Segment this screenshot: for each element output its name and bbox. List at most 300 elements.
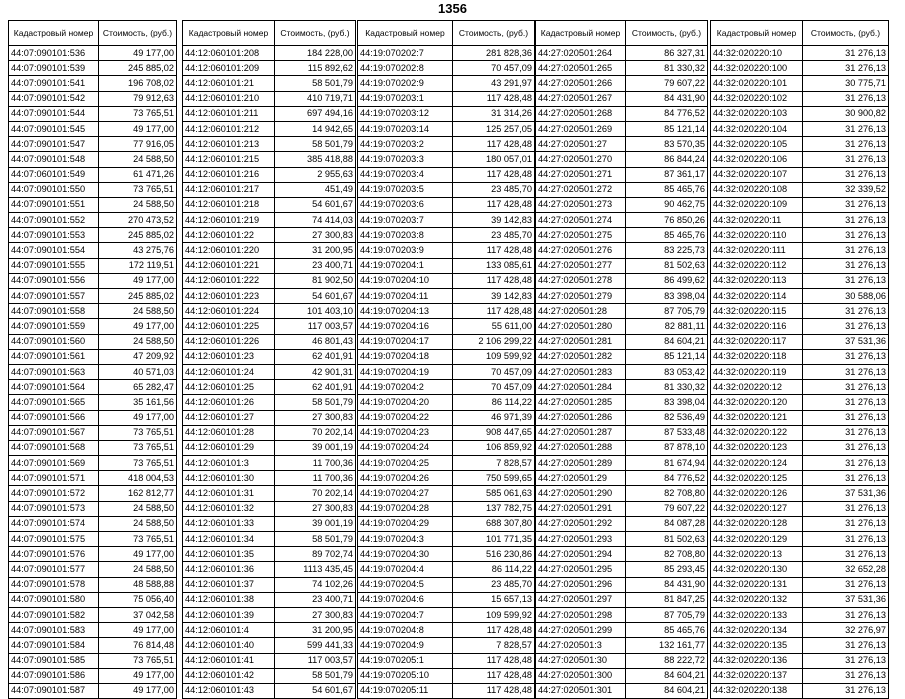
table-row <box>711 607 889 622</box>
cost-cell: 81 674,94 <box>626 456 708 471</box>
cadastral-number-cell: 44:32:020220:135 <box>711 638 803 653</box>
cost-cell: 24 588,50 <box>99 304 177 319</box>
cost-cell: 31 276,13 <box>803 91 889 106</box>
cadastral-number-cell: 44:19:070204:17 <box>358 334 453 349</box>
cost-cell: 37 531,36 <box>803 486 889 501</box>
table-row <box>536 228 708 243</box>
cadastral-number-cell: 44:12:060101:225 <box>183 319 275 334</box>
table-row <box>358 76 535 91</box>
table-header-row <box>358 21 535 46</box>
cost-cell: 101 403,10 <box>275 304 356 319</box>
cadastral-number-cell: 44:07:090101:558 <box>9 304 99 319</box>
cadastral-number-cell: 44:19:070204:23 <box>358 425 453 440</box>
table-row <box>536 121 708 136</box>
table-row <box>711 273 889 288</box>
table-row <box>358 106 535 121</box>
cadastral-number-cell: 44:27:020501:299 <box>536 623 626 638</box>
table-row <box>183 410 356 425</box>
cost-cell: 85 465,76 <box>626 623 708 638</box>
cost-cell: 31 314,26 <box>453 106 535 121</box>
cadastral-number-cell: 44:07:090101:568 <box>9 440 99 455</box>
cost-cell: 84 087,28 <box>626 516 708 531</box>
table-row <box>536 137 708 152</box>
cadastral-number-cell: 44:12:060101:40 <box>183 638 275 653</box>
cadastral-number-cell: 44:12:060101:42 <box>183 668 275 683</box>
table-row <box>358 182 535 197</box>
cadastral-number-cell: 44:19:070204:13 <box>358 304 453 319</box>
cost-cell: 385 418,88 <box>275 152 356 167</box>
cost-cell: 73 765,51 <box>99 456 177 471</box>
cadastral-number-cell: 44:07:090101:536 <box>9 46 99 61</box>
cadastral-number-cell: 44:27:020501:30 <box>536 653 626 668</box>
cadastral-number-cell: 44:27:020501:291 <box>536 501 626 516</box>
cadastral-number-cell: 44:07:090101:585 <box>9 653 99 668</box>
table-row <box>536 46 708 61</box>
cost-cell: 84 776,52 <box>626 471 708 486</box>
cost-cell: 49 177,00 <box>99 121 177 136</box>
cadastral-number-cell: 44:32:020220:133 <box>711 607 803 622</box>
cost-cell: 73 765,51 <box>99 440 177 455</box>
cost-cell: 24 588,50 <box>99 197 177 212</box>
cost-cell: 196 708,02 <box>99 76 177 91</box>
cost-cell: 85 121,14 <box>626 349 708 364</box>
table-row <box>711 334 889 349</box>
table-row <box>9 410 177 425</box>
table-row <box>183 334 356 349</box>
cadastral-number-cell: 44:12:060101:218 <box>183 197 275 212</box>
table-row <box>711 61 889 76</box>
cost-cell: 31 276,13 <box>803 304 889 319</box>
cadastral-number-cell: 44:19:070204:9 <box>358 638 453 653</box>
cadastral-number-cell: 44:07:090101:554 <box>9 243 99 258</box>
table-row <box>358 380 535 395</box>
cost-cell: 31 200,95 <box>275 623 356 638</box>
table-header-row <box>711 21 889 46</box>
cadastral-number-cell: 44:27:020501:293 <box>536 532 626 547</box>
table-row <box>9 653 177 668</box>
cadastral-number-cell: 44:19:070203:14 <box>358 121 453 136</box>
cadastral-number-cell: 44:12:060101:220 <box>183 243 275 258</box>
table-row <box>358 607 535 622</box>
cost-cell: 39 142,83 <box>453 213 535 228</box>
cost-cell: 48 588,88 <box>99 577 177 592</box>
cost-cell: 84 604,21 <box>626 668 708 683</box>
table-row <box>9 516 177 531</box>
cadastral-number-cell: 44:19:070202:7 <box>358 46 453 61</box>
table-row <box>9 228 177 243</box>
table-row <box>183 364 356 379</box>
cost-cell: 39 001,19 <box>275 440 356 455</box>
table-row <box>358 577 535 592</box>
cadastral-number-cell: 44:27:020501:266 <box>536 76 626 91</box>
cost-cell: 79 607,22 <box>626 76 708 91</box>
cadastral-number-cell: 44:07:090101:563 <box>9 364 99 379</box>
table-row <box>9 243 177 258</box>
cadastral-number-cell: 44:07:090101:544 <box>9 106 99 121</box>
cost-cell: 83 398,04 <box>626 289 708 304</box>
cadastral-number-cell: 44:12:060101:29 <box>183 440 275 455</box>
cost-cell: 451,49 <box>275 182 356 197</box>
cost-cell: 410 719,71 <box>275 91 356 106</box>
cadastral-number-cell: 44:12:060101:226 <box>183 334 275 349</box>
table-row <box>183 547 356 562</box>
cadastral-number-cell: 44:12:060101:3 <box>183 456 275 471</box>
table-row <box>711 683 889 698</box>
cost-cell: 117 428,48 <box>453 273 535 288</box>
cadastral-number-cell: 44:07:090101:542 <box>9 91 99 106</box>
cadastral-number-cell: 44:12:060101:210 <box>183 91 275 106</box>
cost-cell: 58 501,79 <box>275 395 356 410</box>
cost-cell: 24 588,50 <box>99 562 177 577</box>
cost-cell: 908 447,65 <box>453 425 535 440</box>
cadastral-number-cell: 44:32:020220:122 <box>711 425 803 440</box>
cost-cell: 85 465,76 <box>626 182 708 197</box>
cost-cell: 15 657,13 <box>453 592 535 607</box>
table-row <box>9 440 177 455</box>
table-row <box>183 76 356 91</box>
table-row <box>711 121 889 136</box>
cadastral-number-cell: 44:32:020220:116 <box>711 319 803 334</box>
cadastral-number-cell: 44:32:020220:124 <box>711 456 803 471</box>
cost-cell: 82 536,49 <box>626 410 708 425</box>
cadastral-number-cell: 44:27:020501:269 <box>536 121 626 136</box>
table-row <box>711 167 889 182</box>
table-row <box>711 410 889 425</box>
table-row <box>9 197 177 212</box>
cadastral-number-cell: 44:32:020220:13 <box>711 547 803 562</box>
cadastral-number-cell: 44:07:090101:564 <box>9 380 99 395</box>
cadastral-number-cell: 44:27:020501:277 <box>536 258 626 273</box>
cadastral-number-cell: 44:27:020501:301 <box>536 683 626 698</box>
cadastral-number-cell: 44:27:020501:271 <box>536 167 626 182</box>
cost-cell: 31 276,13 <box>803 137 889 152</box>
cadastral-number-cell: 44:32:020220:119 <box>711 364 803 379</box>
cadastral-number-cell: 44:27:020501:298 <box>536 607 626 622</box>
table-row <box>711 91 889 106</box>
cadastral-number-cell: 44:12:060101:22 <box>183 228 275 243</box>
table-row <box>358 425 535 440</box>
cadastral-number-cell: 44:19:070203:6 <box>358 197 453 212</box>
cost-cell: 2 106 299,22 <box>453 334 535 349</box>
cost-cell: 31 276,13 <box>803 532 889 547</box>
table-row <box>183 289 356 304</box>
cost-cell: 31 276,13 <box>803 197 889 212</box>
cost-cell: 31 276,13 <box>803 243 889 258</box>
cost-cell: 750 599,65 <box>453 471 535 486</box>
table-row <box>358 638 535 653</box>
cost-cell: 162 812,77 <box>99 486 177 501</box>
table-row <box>183 121 356 136</box>
cadastral-number-cell: 44:27:020501:265 <box>536 61 626 76</box>
cadastral-number-cell: 44:12:060101:30 <box>183 471 275 486</box>
table-row <box>9 486 177 501</box>
table-row <box>358 61 535 76</box>
cadastral-number-cell: 44:27:020501:29 <box>536 471 626 486</box>
cost-cell: 54 601,67 <box>275 683 356 698</box>
table-row <box>711 395 889 410</box>
table-row <box>9 577 177 592</box>
cost-cell: 11 700,36 <box>275 471 356 486</box>
cadastral-number-cell: 44:07:090101:578 <box>9 577 99 592</box>
table-row <box>183 456 356 471</box>
cost-cell: 37 531,36 <box>803 592 889 607</box>
cadastral-number-cell: 44:32:020220:108 <box>711 182 803 197</box>
cadastral-number-cell: 44:32:020220:109 <box>711 197 803 212</box>
cadastral-number-cell: 44:27:020501:27 <box>536 137 626 152</box>
cadastral-number-cell: 44:07:090101:559 <box>9 319 99 334</box>
cadastral-number-cell: 44:07:060101:549 <box>9 167 99 182</box>
cadastral-number-cell: 44:32:020220:120 <box>711 395 803 410</box>
cost-cell: 31 276,13 <box>803 213 889 228</box>
cadastral-number-cell: 44:19:070202:9 <box>358 76 453 91</box>
cadastral-number-cell: 44:07:090101:560 <box>9 334 99 349</box>
table-row <box>536 638 708 653</box>
table-row <box>536 501 708 516</box>
cost-cell: 81 502,63 <box>626 532 708 547</box>
cadastral-table-4 <box>535 20 708 699</box>
table-header-row <box>536 21 708 46</box>
cost-cell: 31 276,13 <box>803 577 889 592</box>
table-row <box>358 46 535 61</box>
header-cost: Стоимость, (руб.) <box>275 21 356 46</box>
cadastral-number-cell: 44:27:020501:278 <box>536 273 626 288</box>
cadastral-number-cell: 44:19:070204:22 <box>358 410 453 425</box>
header-cost: Стоимость, (руб.) <box>626 21 708 46</box>
cadastral-number-cell: 44:07:090101:548 <box>9 152 99 167</box>
table-row <box>536 562 708 577</box>
cadastral-number-cell: 44:07:090101:556 <box>9 273 99 288</box>
cadastral-number-cell: 44:12:060101:21 <box>183 76 275 91</box>
cost-cell: 82 708,80 <box>626 486 708 501</box>
cost-cell: 85 293,45 <box>626 562 708 577</box>
table-row <box>9 683 177 698</box>
cost-cell: 7 828,57 <box>453 638 535 653</box>
header-cadastral-number: Кадастровый номер <box>358 21 453 46</box>
cost-cell: 31 276,13 <box>803 273 889 288</box>
cadastral-number-cell: 44:27:020501:264 <box>536 46 626 61</box>
cost-cell: 23 400,71 <box>275 592 356 607</box>
table-row <box>183 182 356 197</box>
table-row <box>358 304 535 319</box>
cost-cell: 27 300,83 <box>275 410 356 425</box>
cadastral-number-cell: 44:07:090101:587 <box>9 683 99 698</box>
cadastral-number-cell: 44:07:090101:561 <box>9 349 99 364</box>
table-row <box>183 197 356 212</box>
cadastral-number-cell: 44:07:090101:575 <box>9 532 99 547</box>
table-row <box>536 425 708 440</box>
table-row <box>9 547 177 562</box>
cost-cell: 31 276,13 <box>803 471 889 486</box>
cost-cell: 73 765,51 <box>99 653 177 668</box>
cadastral-number-cell: 44:07:090101:582 <box>9 607 99 622</box>
table-row <box>711 46 889 61</box>
cost-cell: 87 705,79 <box>626 304 708 319</box>
cost-cell: 83 398,04 <box>626 395 708 410</box>
cost-cell: 58 501,79 <box>275 76 356 91</box>
table-row <box>536 607 708 622</box>
cost-cell: 70 457,09 <box>453 61 535 76</box>
cost-cell: 32 339,52 <box>803 182 889 197</box>
cadastral-number-cell: 44:07:090101:557 <box>9 289 99 304</box>
cadastral-number-cell: 44:07:090101:566 <box>9 410 99 425</box>
cadastral-number-cell: 44:07:090101:553 <box>9 228 99 243</box>
cost-cell: 32 652,28 <box>803 562 889 577</box>
cost-cell: 281 828,36 <box>453 46 535 61</box>
table-row <box>711 440 889 455</box>
cost-cell: 84 431,90 <box>626 91 708 106</box>
cadastral-number-cell: 44:07:090101:577 <box>9 562 99 577</box>
cost-cell: 30 900,82 <box>803 106 889 121</box>
cadastral-number-cell: 44:32:020220:10 <box>711 46 803 61</box>
table-row <box>536 395 708 410</box>
table-row <box>536 319 708 334</box>
table-row <box>358 668 535 683</box>
cost-cell: 89 702,74 <box>275 547 356 562</box>
cost-cell: 87 361,17 <box>626 167 708 182</box>
table-row <box>536 349 708 364</box>
table-row <box>711 349 889 364</box>
cadastral-number-cell: 44:32:020220:100 <box>711 61 803 76</box>
table-row <box>711 152 889 167</box>
table-row <box>183 501 356 516</box>
cadastral-number-cell: 44:27:020501:3 <box>536 638 626 653</box>
table-row <box>9 532 177 547</box>
cost-cell: 117 428,48 <box>453 137 535 152</box>
cadastral-number-cell: 44:19:070204:5 <box>358 577 453 592</box>
cost-cell: 31 276,13 <box>803 167 889 182</box>
cadastral-number-cell: 44:12:060101:219 <box>183 213 275 228</box>
cost-cell: 125 257,05 <box>453 121 535 136</box>
cadastral-table-1 <box>8 20 177 699</box>
cadastral-number-cell: 44:12:060101:41 <box>183 653 275 668</box>
cadastral-number-cell: 44:19:070204:18 <box>358 349 453 364</box>
table-row <box>9 213 177 228</box>
table-row <box>9 425 177 440</box>
cost-cell: 75 056,40 <box>99 592 177 607</box>
cadastral-number-cell: 44:12:060101:216 <box>183 167 275 182</box>
cost-cell: 31 276,13 <box>803 683 889 698</box>
table-row <box>358 319 535 334</box>
table-row <box>536 668 708 683</box>
cost-cell: 62 401,91 <box>275 349 356 364</box>
cadastral-number-cell: 44:27:020501:287 <box>536 425 626 440</box>
cadastral-number-cell: 44:19:070204:11 <box>358 289 453 304</box>
cadastral-number-cell: 44:19:070204:20 <box>358 395 453 410</box>
table-row <box>9 562 177 577</box>
table-row <box>711 516 889 531</box>
cadastral-number-cell: 44:12:060101:37 <box>183 577 275 592</box>
cost-cell: 2 955,63 <box>275 167 356 182</box>
cost-cell: 73 765,51 <box>99 425 177 440</box>
cost-cell: 31 276,13 <box>803 349 889 364</box>
cost-cell: 43 291,97 <box>453 76 535 91</box>
cost-cell: 27 300,83 <box>275 501 356 516</box>
cost-cell: 31 276,13 <box>803 638 889 653</box>
cost-cell: 24 588,50 <box>99 501 177 516</box>
cost-cell: 86 114,22 <box>453 395 535 410</box>
cadastral-number-cell: 44:12:060101:28 <box>183 425 275 440</box>
cadastral-number-cell: 44:12:060101:213 <box>183 137 275 152</box>
cadastral-number-cell: 44:27:020501:300 <box>536 668 626 683</box>
table-row <box>536 471 708 486</box>
cadastral-number-cell: 44:07:090101:576 <box>9 547 99 562</box>
table-row <box>711 471 889 486</box>
cost-cell: 70 457,09 <box>453 380 535 395</box>
table-row <box>536 516 708 531</box>
cadastral-number-cell: 44:07:090101:565 <box>9 395 99 410</box>
table-row <box>9 607 177 622</box>
table-row <box>9 380 177 395</box>
cadastral-number-cell: 44:27:020501:267 <box>536 91 626 106</box>
cost-cell: 86 844,24 <box>626 152 708 167</box>
cost-cell: 31 276,13 <box>803 364 889 379</box>
cost-cell: 84 431,90 <box>626 577 708 592</box>
cadastral-number-cell: 44:32:020220:111 <box>711 243 803 258</box>
cadastral-number-cell: 44:27:020501:281 <box>536 334 626 349</box>
table-row <box>9 273 177 288</box>
cadastral-number-cell: 44:07:090101:574 <box>9 516 99 531</box>
cadastral-number-cell: 44:12:060101:33 <box>183 516 275 531</box>
cost-cell: 73 765,51 <box>99 182 177 197</box>
table-row <box>9 364 177 379</box>
cost-cell: 49 177,00 <box>99 273 177 288</box>
cost-cell: 245 885,02 <box>99 61 177 76</box>
cadastral-number-cell: 44:12:060101:222 <box>183 273 275 288</box>
table-row <box>711 182 889 197</box>
table-row <box>536 623 708 638</box>
table-row <box>536 364 708 379</box>
table-row <box>183 243 356 258</box>
table-row <box>358 532 535 547</box>
table-row <box>358 334 535 349</box>
cadastral-number-cell: 44:32:020220:132 <box>711 592 803 607</box>
header-cadastral-number: Кадастровый номер <box>711 21 803 46</box>
cost-cell: 65 282,47 <box>99 380 177 395</box>
cadastral-number-cell: 44:07:090101:541 <box>9 76 99 91</box>
table-row <box>536 106 708 121</box>
cadastral-number-cell: 44:27:020501:274 <box>536 213 626 228</box>
cost-cell: 81 330,32 <box>626 380 708 395</box>
table-row <box>183 638 356 653</box>
cadastral-number-cell: 44:32:020220:129 <box>711 532 803 547</box>
cost-cell: 31 276,13 <box>803 456 889 471</box>
cadastral-number-cell: 44:19:070204:24 <box>358 440 453 455</box>
cadastral-number-cell: 44:27:020501:297 <box>536 592 626 607</box>
table-row <box>9 46 177 61</box>
cadastral-number-cell: 44:32:020220:131 <box>711 577 803 592</box>
cost-cell: 43 275,76 <box>99 243 177 258</box>
cost-cell: 31 276,13 <box>803 121 889 136</box>
cadastral-number-cell: 44:32:020220:110 <box>711 228 803 243</box>
cost-cell: 31 276,13 <box>803 319 889 334</box>
cost-cell: 49 177,00 <box>99 683 177 698</box>
cost-cell: 109 599,92 <box>453 349 535 364</box>
table-row <box>9 319 177 334</box>
cadastral-number-cell: 44:19:070202:8 <box>358 61 453 76</box>
cadastral-number-cell: 44:27:020501:289 <box>536 456 626 471</box>
cadastral-number-cell: 44:07:090101:547 <box>9 137 99 152</box>
table-row <box>536 440 708 455</box>
cadastral-number-cell: 44:12:060101:23 <box>183 349 275 364</box>
table-row <box>711 577 889 592</box>
cadastral-number-cell: 44:19:070203:3 <box>358 152 453 167</box>
cadastral-number-cell: 44:19:070203:4 <box>358 167 453 182</box>
cost-cell: 31 276,13 <box>803 228 889 243</box>
cadastral-number-cell: 44:27:020501:272 <box>536 182 626 197</box>
cost-cell: 31 276,13 <box>803 61 889 76</box>
cost-cell: 245 885,02 <box>99 289 177 304</box>
table-row <box>9 106 177 121</box>
